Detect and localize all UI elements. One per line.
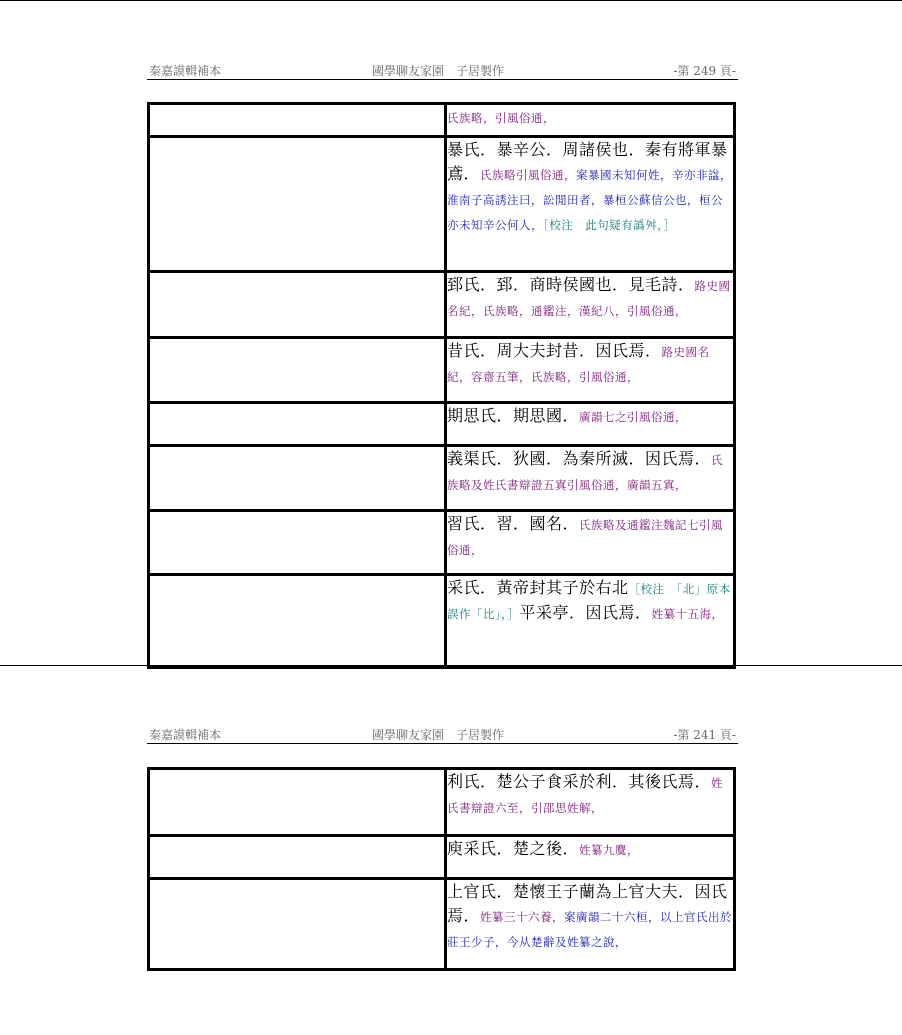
table-row bbox=[149, 575, 735, 668]
page-header bbox=[147, 61, 738, 80]
entry-cell bbox=[446, 137, 735, 272]
entry-main-text: 習氏．習．國名． bbox=[447, 514, 580, 533]
entry-annotation: 路史國名紀，氏族略，通鑑注，漢紀八，引風俗通， bbox=[447, 279, 731, 318]
entry-cell bbox=[446, 403, 735, 446]
blank-cell bbox=[149, 575, 446, 668]
entry-text bbox=[447, 449, 723, 493]
entry-text bbox=[447, 406, 687, 425]
table-row bbox=[149, 836, 735, 879]
table-row bbox=[149, 338, 735, 403]
entry-annotation: 廣韻七之引風俗通， bbox=[579, 410, 688, 424]
page-header bbox=[147, 725, 738, 744]
entry-cell bbox=[446, 338, 735, 403]
table-row bbox=[149, 272, 735, 338]
entry-text bbox=[447, 107, 555, 126]
blank-cell bbox=[149, 879, 446, 970]
blank-cell bbox=[149, 836, 446, 879]
blank-cell bbox=[149, 403, 446, 446]
page-separator bbox=[0, 665, 902, 666]
entry-annotation: 氏族略及通鑑注魏記七引風俗通， bbox=[447, 518, 724, 557]
entry-main-text: 郅氏．郅．商時侯國也．見毛詩． bbox=[447, 275, 695, 294]
entry-annotation: 案暴國未知何姓，辛亦非諡，淮南子高誘注曰，訟閒田者，暴桓公蘇信公也，桓公亦未知辛公何人， bbox=[447, 168, 733, 232]
blank-cell bbox=[149, 769, 446, 836]
table-row bbox=[149, 769, 735, 836]
entry-annotation: 姓纂九麌， bbox=[579, 843, 640, 857]
entry-annotation: 氏族略引風俗通， bbox=[480, 168, 577, 182]
entry-annotation: ［校注 「北」原本誤作「比」，］ bbox=[447, 582, 731, 621]
table-row bbox=[149, 879, 735, 970]
producer-credit: 國學聊友家園 子居製作 bbox=[372, 64, 505, 78]
entry-cell bbox=[446, 511, 735, 575]
entry-annotation: 姓纂十五海， bbox=[651, 607, 724, 621]
entry-main-text: 平采亭．因氏焉． bbox=[519, 603, 652, 622]
entry-cell bbox=[446, 879, 735, 970]
entry-annotation: 案廣韻二十六桓，以上官氏出於莊王少子，今从楚辭及姓纂之說， bbox=[447, 910, 733, 949]
page-number: -第 241 頁- bbox=[673, 728, 736, 742]
entry-main-text: 庾采氏．楚之後． bbox=[447, 839, 580, 858]
blank-cell bbox=[149, 511, 446, 575]
entry-text bbox=[447, 578, 731, 622]
entry-cell bbox=[446, 836, 735, 879]
entry-main-text: 上官氏．楚懷王子蘭為上官大夫．因氏焉． bbox=[447, 882, 728, 925]
blank-cell bbox=[149, 104, 446, 137]
entry-text bbox=[447, 839, 639, 858]
entry-annotation: ［校注 此句疑有譌舛，］ bbox=[543, 218, 676, 232]
entry-main-text: 期思氏．期思國． bbox=[447, 406, 580, 425]
entry-text bbox=[447, 514, 723, 558]
entries-table bbox=[147, 767, 736, 971]
entry-annotation: 氏族略及姓氏書辯證五寘引風俗通，廣韻五寘， bbox=[447, 453, 724, 492]
entry-main-text: 義渠氏．狄國．為秦所滅．因氏焉． bbox=[447, 449, 712, 468]
entry-cell bbox=[446, 769, 735, 836]
entry-text bbox=[447, 772, 723, 816]
entry-main-text: 采氏．黃帝封其子於右北 bbox=[447, 578, 629, 597]
book-title: 秦嘉謨輯補本 bbox=[149, 728, 222, 742]
blank-cell bbox=[149, 272, 446, 338]
table-row bbox=[149, 403, 735, 446]
entry-annotation: 姓氏書辯證六至，引邵思姓解， bbox=[447, 776, 724, 815]
blank-cell bbox=[149, 338, 446, 403]
entry-annotation: 路史國名紀，容齋五筆，氏族略，引風俗通， bbox=[447, 345, 710, 384]
entry-cell bbox=[446, 272, 735, 338]
entry-annotation: 姓纂三十六養， bbox=[480, 910, 565, 924]
entry-text bbox=[447, 275, 731, 319]
entry-text bbox=[447, 341, 710, 385]
entries-table bbox=[147, 102, 736, 669]
entry-text bbox=[447, 140, 732, 233]
blank-cell bbox=[149, 446, 446, 511]
table-row bbox=[149, 104, 735, 137]
entry-annotation: 氏族略，引風俗通， bbox=[447, 111, 555, 125]
producer-credit: 國學聊友家園 子居製作 bbox=[372, 728, 505, 742]
entry-main-text: 暴氏．暴辛公．周諸侯也．秦有將軍暴鳶． bbox=[447, 140, 728, 183]
table-row bbox=[149, 511, 735, 575]
entry-main-text: 昔氏．周大夫封昔．因氏焉． bbox=[447, 341, 662, 360]
entry-cell bbox=[446, 104, 735, 137]
table-row bbox=[149, 446, 735, 511]
book-title: 秦嘉謨輯補本 bbox=[149, 64, 222, 78]
entry-cell bbox=[446, 446, 735, 511]
entry-text bbox=[447, 882, 732, 950]
blank-cell bbox=[149, 137, 446, 272]
table-row bbox=[149, 137, 735, 272]
entry-cell bbox=[446, 575, 735, 668]
entry-main-text: 利氏．楚公子食采於利．其後氏焉． bbox=[447, 772, 712, 791]
top-page-edge bbox=[0, 0, 902, 1]
page-number: -第 249 頁- bbox=[673, 64, 736, 78]
